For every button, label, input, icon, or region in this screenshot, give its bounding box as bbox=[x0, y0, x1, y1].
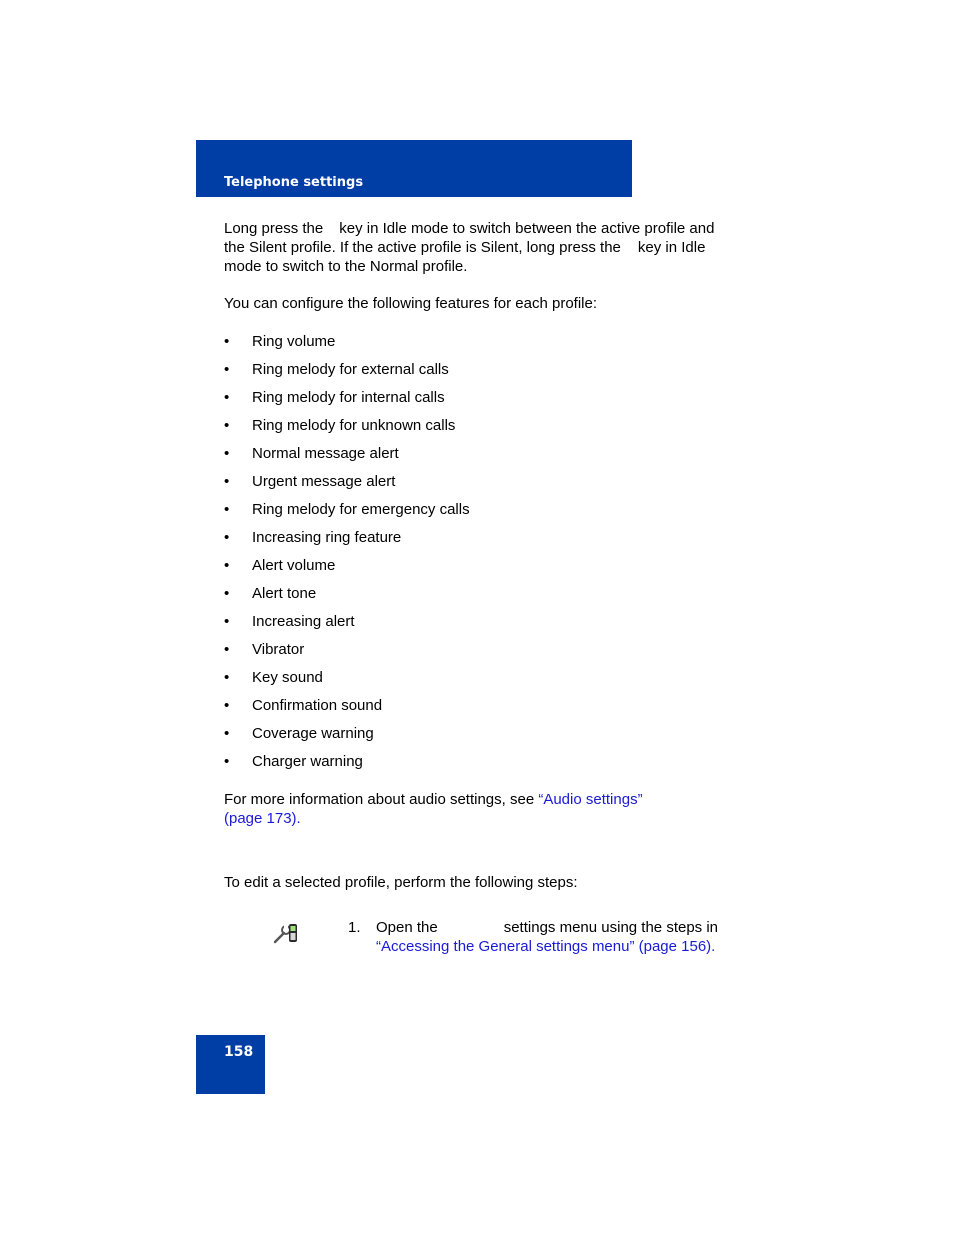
intro-line-1-end: key in Idle mode to switch between the active profile and bbox=[339, 220, 715, 237]
feature-label: Confirmation sound bbox=[252, 697, 383, 714]
intro-line-2-end: key in Idle bbox=[637, 239, 706, 256]
intro-line-1-start: Long press the bbox=[224, 220, 324, 237]
edit-intro: To edit a selected profile, perform the following steps: bbox=[224, 874, 578, 891]
bullet-marker: • bbox=[224, 725, 230, 742]
section-title: Telephone settings bbox=[224, 175, 364, 190]
feature-label: Ring melody for emergency calls bbox=[252, 501, 470, 518]
feature-label: Ring volume bbox=[252, 333, 336, 350]
more-info-line-2 bbox=[224, 809, 301, 828]
bullet-marker: • bbox=[224, 445, 230, 462]
bullet-marker: • bbox=[224, 333, 230, 350]
bullet-marker: • bbox=[224, 361, 230, 378]
feature-label: Alert tone bbox=[252, 585, 317, 602]
page-number: 158 bbox=[224, 1044, 254, 1060]
feature-label: Normal message alert bbox=[252, 445, 399, 462]
step-1-text-end: settings menu using the steps in bbox=[503, 919, 719, 936]
audio-settings-link[interactable]: “Audio settings” bbox=[538, 791, 643, 808]
feature-label: Ring melody for internal calls bbox=[252, 389, 445, 406]
step-1-number: 1. bbox=[348, 919, 361, 936]
general-settings-link[interactable]: “Accessing the General settings menu” (page 156). bbox=[376, 938, 716, 955]
intro-line-2-start: the Silent profile. If the active profile is Silent, long press the bbox=[224, 239, 621, 256]
intro-line-1 bbox=[224, 219, 714, 238]
bullet-marker: • bbox=[224, 389, 230, 406]
feature-label: Ring melody for external calls bbox=[252, 361, 449, 378]
step-1-text bbox=[376, 918, 718, 956]
more-info-line-1 bbox=[224, 790, 643, 809]
feature-label: Increasing ring feature bbox=[252, 529, 402, 546]
settings-tools-icon bbox=[272, 921, 300, 945]
bullet-marker: • bbox=[224, 417, 230, 434]
more-info-text: For more information about audio settings, see bbox=[224, 791, 535, 808]
feature-label: Coverage warning bbox=[252, 725, 374, 742]
feature-label: Alert volume bbox=[252, 557, 336, 574]
audio-settings-page-link[interactable]: (page 173). bbox=[224, 810, 301, 827]
page-number-box bbox=[196, 1035, 265, 1094]
header-bar bbox=[196, 140, 632, 197]
feature-label: Charger warning bbox=[252, 753, 363, 770]
bullet-marker: • bbox=[224, 641, 230, 658]
feature-label: Vibrator bbox=[252, 641, 305, 658]
bullet-marker: • bbox=[224, 557, 230, 574]
feature-label: Key sound bbox=[252, 669, 323, 686]
feature-label: Urgent message alert bbox=[252, 473, 396, 490]
step-1-text-start: Open the bbox=[376, 919, 438, 936]
feature-label: Ring melody for unknown calls bbox=[252, 417, 456, 434]
bullet-marker: • bbox=[224, 697, 230, 714]
feature-label: Increasing alert bbox=[252, 613, 355, 630]
bullet-marker: • bbox=[224, 753, 230, 770]
intro-line-2 bbox=[224, 238, 705, 257]
intro-line-3: mode to switch to the Normal profile. bbox=[224, 258, 468, 275]
bullet-marker: • bbox=[224, 585, 230, 602]
bullet-marker: • bbox=[224, 473, 230, 490]
bullet-marker: • bbox=[224, 613, 230, 630]
bullet-marker: • bbox=[224, 669, 230, 686]
bullet-marker: • bbox=[224, 529, 230, 546]
features-intro: You can configure the following features for each profile: bbox=[224, 295, 598, 312]
bullet-marker: • bbox=[224, 501, 230, 518]
